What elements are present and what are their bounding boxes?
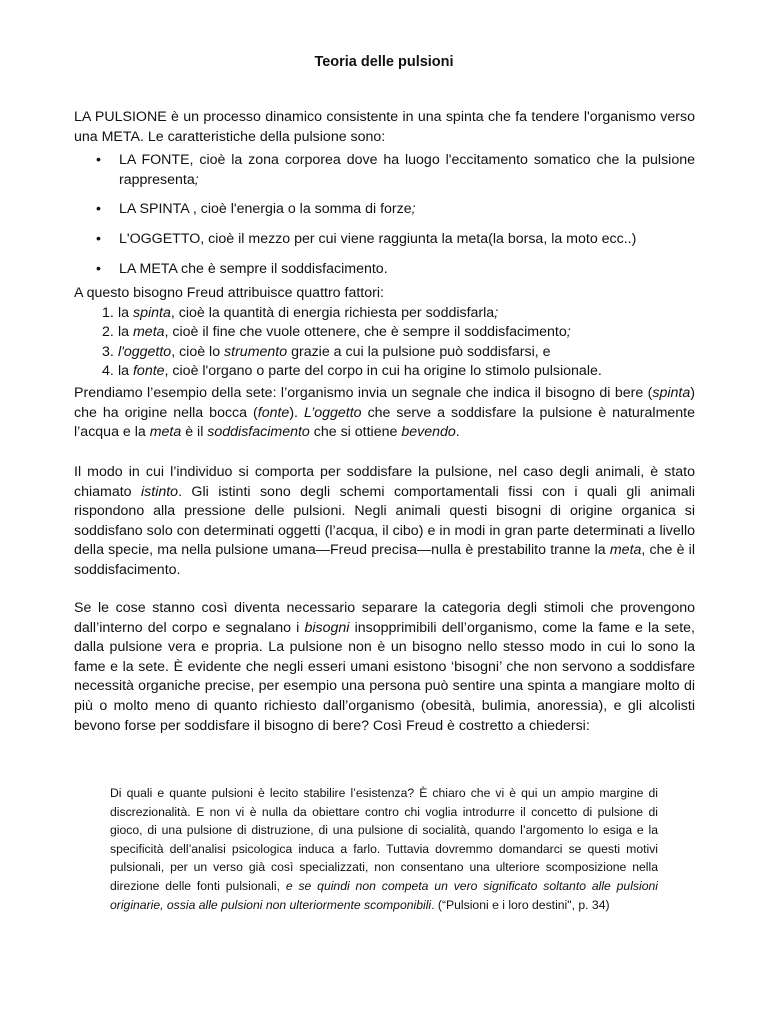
- italic-term: meta: [132, 324, 165, 341]
- italic-term: soddisfacimento: [207, 424, 310, 441]
- list-item-text: L'OGGETTO, cioè il mezzo per cui viene raggiunta la meta(la borsa, la moto ecc..): [119, 230, 637, 247]
- paragraph-text: [74, 384, 695, 443]
- list-item: [74, 230, 695, 250]
- text: Se le cose stanno così diventa necessario separare la categoria degli stimoli che provengono dall’interno del corpo e segnalano i: [74, 600, 695, 636]
- italic-term: istinto: [141, 483, 179, 500]
- italic-term: meta: [149, 424, 182, 441]
- paragraph-text: [74, 463, 695, 581]
- intro-section: [74, 108, 695, 279]
- list-item: [74, 323, 695, 343]
- paragraph-istinto: [74, 463, 695, 581]
- list-item-text: LA SPINTA , cioè l'energia o la somma di forze: [119, 201, 412, 218]
- text: , cioè il fine che vuole ottenere, che è sempre il soddisfacimento: [164, 324, 567, 341]
- text: , cioè la quantità di energia richiesta per soddisfarla: [170, 304, 495, 321]
- text: la: [118, 304, 133, 321]
- text: Di quali e quante pulsioni è lecito stabilire l’esistenza? È chiaro che vi è qui un ampio margine di discrezionalità. E non vi è nulla da obiettare contro chi voglia introdurre il concetto di pulsione di gioco, di una pulsione di distruzione, di una pulsione di socialità, quando l’argomento lo esiga e la specificità dell’analisi psicologica induca a farlo. Tuttavia dovremmo domandarci se questi motivi pulsionali, per un verso già così specializzati, non consentano una ulteriore scomposizione nella direzione delle fonti pulsionali,: [110, 786, 658, 893]
- italic-passage: e se quindi non competa un vero significato soltanto alle pulsioni originarie, ossia alle pulsioni non ulteriormente scomponibili: [110, 878, 658, 912]
- list-number: 4.: [102, 363, 114, 380]
- paragraph-sete: [74, 384, 695, 443]
- list-item-tail: ;: [411, 201, 416, 218]
- paragraph-text: [74, 599, 695, 736]
- italic-term: bisogni: [304, 619, 350, 636]
- text: la: [118, 363, 133, 380]
- text: è il: [181, 424, 208, 441]
- italic-term: fonte: [132, 363, 165, 380]
- text: , cioè lo: [171, 343, 225, 360]
- list-item-text: LA META che è sempre il soddisfacimento.: [119, 260, 388, 277]
- paragraph-bisogni: [74, 599, 695, 736]
- text: ;: [494, 304, 499, 321]
- text: Il modo in cui l’individuo si comporta per soddisfare la pulsione, nel caso degli animali, è stato chiamato: [74, 464, 695, 500]
- list-item: [74, 362, 695, 382]
- italic-term: bevendo: [401, 424, 456, 441]
- intro-paragraph: LA PULSIONE è un processo dinamico consistente in una spinta che fa tendere l'organismo verso una META. Le caratteristiche della pulsione sono:: [74, 109, 695, 145]
- list-item: [74, 343, 695, 363]
- text: ).: [289, 404, 304, 421]
- italic-term: strumento: [224, 343, 288, 360]
- factors-intro: A questo bisogno Freud attribuisce quattro fattori:: [74, 285, 384, 301]
- italic-term: l'oggetto: [118, 343, 172, 360]
- list-item: [74, 151, 695, 190]
- text: , cioè l'organo o parte del corpo in cui ha origine lo stimolo pulsionale.: [164, 363, 602, 380]
- citation: . (“Pulsioni e i loro destini", p. 34): [431, 897, 610, 912]
- factors-section: [74, 284, 695, 382]
- block-quote: [110, 784, 658, 914]
- text: ) che ha origine nella bocca (: [74, 385, 695, 421]
- list-item-text: LA FONTE, cioè la zona corporea dove ha luogo l'eccitamento somatico che la pulsione rappresenta: [119, 152, 695, 188]
- italic-term: spinta: [652, 385, 691, 401]
- factors-list: [74, 304, 695, 382]
- text: che si ottiene: [309, 424, 402, 441]
- text: insopprimibili dell’organismo, come la fame e la sete, dalla pulsione vera e propria. La pulsione non è un bisogno nello stesso modo in cui lo sono la fame e la sete. È evidente che negli esseri umani esistono ‘bisogni’ che non servono a soddisfare necessità organiche precise, per esempio una persona può sentire una spinta a mangiare molto di più o molto meno di quanto richiesto dall’organismo (obesità, bulimia, anoressia), e gli alcolisti bevono forse per soddisfare il bisogno di bere? Così Freud è costretto a chiedersi:: [74, 619, 695, 734]
- list-number: 1.: [102, 304, 114, 321]
- text: che serve a soddisfare la pulsione è naturalmente l’acqua e la: [74, 404, 695, 441]
- text: Prendiamo l’esempio della sete: l’organismo invia un segnale che indica il bisogno di bere (: [74, 385, 653, 401]
- list-item: [74, 304, 695, 324]
- list-item: [74, 260, 695, 280]
- text: grazie a cui la pulsione può soddisfarsi, e: [287, 343, 551, 360]
- list-item: [74, 200, 695, 220]
- italic-term: L’oggetto: [303, 404, 362, 421]
- text: . Gli istinti sono degli schemi comportamentali fissi con i quali gli animali rispondono alla pressione delle pulsioni. Negli animali questi bisogni di origine organica si soddisfano solo con determinati oggetti (l’acqua, il cibo) e in modi in gran parte determinati a livello della specie, ma nella pulsione umana—Freud precisa—nulla è prestabilito tranne la: [74, 483, 695, 559]
- text: , che è il soddisfacimento.: [74, 542, 695, 578]
- list-item-tail: ;: [194, 171, 199, 188]
- characteristics-list: [74, 151, 695, 279]
- italic-term: fonte: [257, 404, 290, 421]
- italic-term: spinta: [132, 304, 171, 321]
- italic-term: meta: [609, 542, 642, 559]
- text: .: [455, 424, 460, 441]
- page-title: Teoria delle pulsioni: [314, 54, 454, 70]
- text: ;: [566, 324, 571, 341]
- list-number: 3.: [102, 343, 114, 360]
- text: la: [118, 324, 133, 341]
- list-number: 2.: [102, 324, 114, 341]
- quote-text: [110, 784, 658, 914]
